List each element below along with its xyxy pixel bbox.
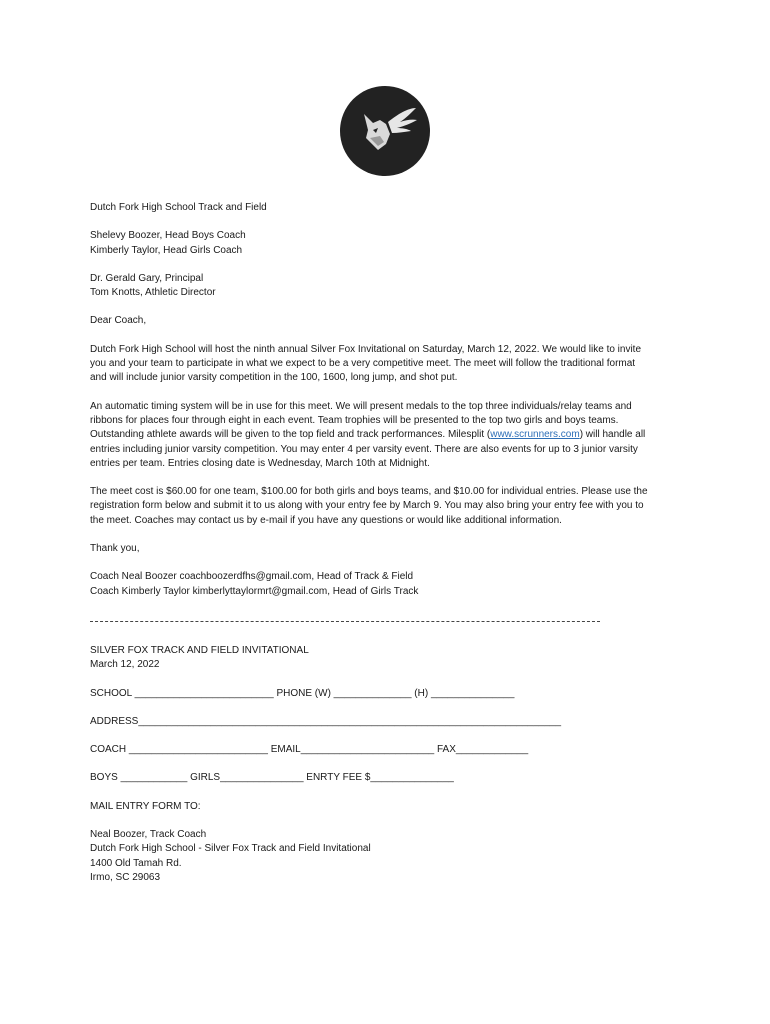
paragraph-line: you and your team to participate in what we expect to be a very competitive meet. The meet will follow the traditional format bbox=[90, 358, 636, 370]
paragraph-line: and will include junior varsity competition in the 100, 1600, long jump, and shot put. bbox=[90, 372, 458, 384]
mail-address-block bbox=[90, 828, 690, 885]
salutation: Dear Coach, bbox=[90, 315, 147, 327]
paragraph-line: registration form below and submit it to us along with your entry fee by March 9. You may also bring your entry fee with you to bbox=[90, 500, 644, 512]
signature-line: Coach Kimberly Taylor kimberlyttaylormrt@gmail.com, Head of Girls Track bbox=[90, 585, 419, 597]
admin-line: Tom Knotts, Athletic Director bbox=[90, 287, 216, 299]
school-phone-field-row[interactable]: SCHOOL _________________________ PHONE (W) ______________ (H) _______________ bbox=[90, 687, 515, 699]
coach-line: Shelevy Boozer, Head Boys Coach bbox=[90, 230, 246, 242]
wolf-wing-emblem-icon bbox=[340, 86, 430, 186]
paragraph-line: Dutch Fork High School will host the ninth annual Silver Fox Invitational on Saturday, March 12, 2022. We would like to invite bbox=[90, 343, 642, 355]
closing: Thank you, bbox=[90, 543, 140, 555]
coach-email-fax-field-row[interactable]: COACH _________________________ EMAIL________________________ FAX_____________ bbox=[90, 744, 529, 756]
signature-block bbox=[90, 570, 690, 599]
paragraph-text: ) will handle all bbox=[579, 429, 646, 441]
signature-line: Coach Neal Boozer coachboozerdfhs@gmail.com, Head of Track & Field bbox=[90, 571, 414, 583]
cut-line-divider bbox=[90, 621, 600, 622]
mail-to-label: MAIL ENTRY FORM TO: bbox=[90, 800, 201, 812]
school-line: Dutch Fork High School Track and Field bbox=[90, 202, 267, 213]
address-line: Dutch Fork High School - Silver Fox Track and Field Invitational bbox=[90, 843, 371, 855]
paragraph-invitation bbox=[90, 343, 690, 386]
paragraph-line: The meet cost is $60.00 for one team, $100.00 for both girls and boys teams, and $10.00 for individual entries. Please use the bbox=[90, 486, 648, 498]
form-title: SILVER FOX TRACK AND FIELD INVITATIONAL bbox=[90, 644, 309, 656]
coaches-block bbox=[90, 229, 690, 258]
paragraph-line: the meet. Coaches may contact us by e-mail if you have any questions or would like additional information. bbox=[90, 514, 562, 526]
admin-block bbox=[90, 272, 690, 301]
address-field-row[interactable]: ADDRESS____________________________________________________________________________ bbox=[90, 715, 562, 727]
form-date: March 12, 2022 bbox=[90, 659, 160, 671]
paragraph-cost bbox=[90, 485, 690, 528]
paragraph-text: Outstanding athlete awards will be given to the top field and track performances. Milesplit ( bbox=[90, 429, 491, 441]
paragraph-line: ribbons for places four through eight in each event. Team trophies will be presented to the top two girls and boys teams. bbox=[90, 414, 619, 426]
milesplit-link[interactable]: www.scrunners.com bbox=[490, 429, 580, 441]
coach-line: Kimberly Taylor, Head Girls Coach bbox=[90, 244, 243, 256]
boys-girls-fee-field-row[interactable]: BOYS ____________ GIRLS_______________ ENRTY FEE $_______________ bbox=[90, 772, 454, 784]
paragraph-line: An automatic timing system will be in use for this meet. We will present medals to the top three individuals/relay teams and bbox=[90, 400, 632, 412]
paragraph-line bbox=[90, 428, 690, 442]
paragraph-timing bbox=[90, 400, 690, 471]
paragraph-line: entries including junior varsity competition. You may enter 4 per varsity event. There are also events for up to 3 junior varsity bbox=[90, 443, 638, 455]
form-header bbox=[90, 644, 690, 673]
paragraph-line: entries per team. Entries closing date is Wednesday, March 10th at Midnight. bbox=[90, 457, 430, 469]
admin-line: Dr. Gerald Gary, Principal bbox=[90, 272, 204, 284]
address-line: 1400 Old Tamah Rd. bbox=[90, 857, 182, 869]
address-line: Irmo, SC 29063 bbox=[90, 871, 161, 883]
letter bbox=[90, 201, 690, 899]
address-line: Neal Boozer, Track Coach bbox=[90, 829, 207, 841]
